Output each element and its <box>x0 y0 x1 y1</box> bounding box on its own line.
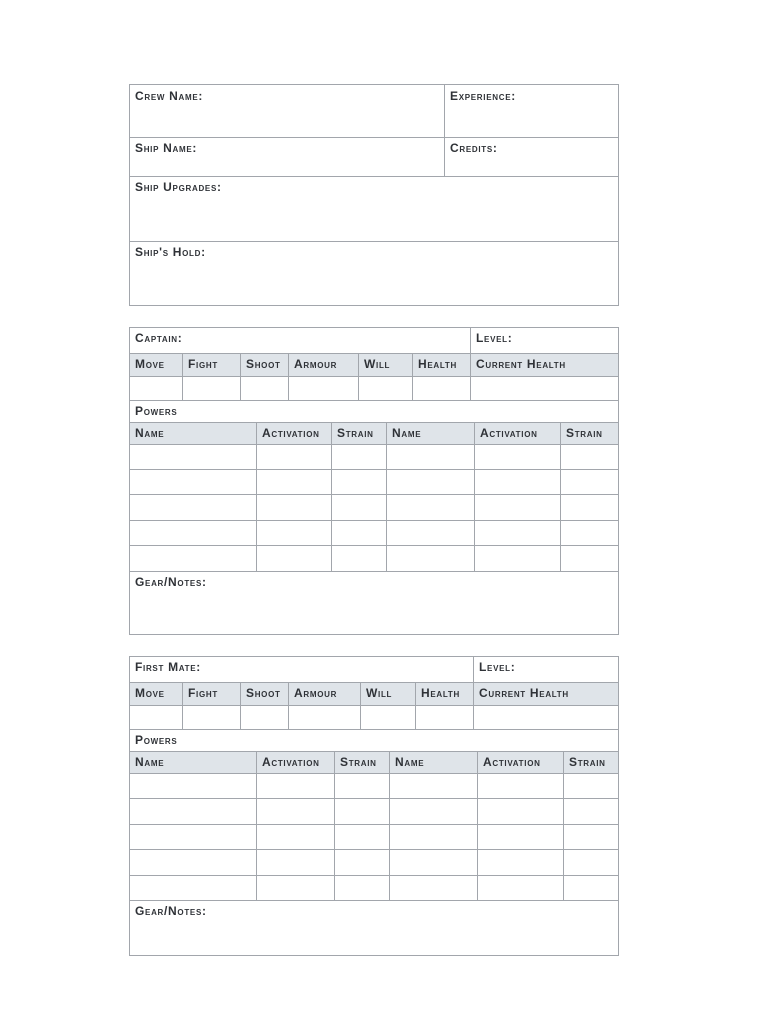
powers-header-row <box>130 751 618 773</box>
stats-header-row <box>130 682 618 705</box>
power-header-label: Strain <box>337 426 374 440</box>
power-name-cell[interactable] <box>130 799 256 824</box>
powers-heading <box>130 401 618 422</box>
captain-level-field[interactable] <box>470 328 618 353</box>
stat-header-label: Shoot <box>246 686 281 700</box>
power-name-cell[interactable] <box>386 495 474 520</box>
stat-value-shoot[interactable] <box>240 706 288 729</box>
stat-header-fight <box>182 354 240 376</box>
crew-name-label: Crew Name: <box>135 89 204 103</box>
stat-value-armour[interactable] <box>288 377 358 400</box>
power-activation-cell[interactable] <box>256 825 334 849</box>
stat-header-current-health <box>473 683 618 705</box>
first-mate-name-field[interactable] <box>130 657 473 682</box>
power-row <box>130 444 618 469</box>
stat-value-shoot[interactable] <box>240 377 288 400</box>
powers-label: Powers <box>135 404 178 418</box>
power-strain-cell[interactable] <box>331 445 386 469</box>
power-activation-cell[interactable] <box>477 774 563 798</box>
power-header-label: Strain <box>340 755 377 769</box>
power-strain-cell[interactable] <box>563 825 618 849</box>
stat-header-armour <box>288 354 358 376</box>
power-name-cell[interactable] <box>386 521 474 545</box>
power-header-strain-2 <box>560 423 618 444</box>
power-header-strain-2 <box>563 752 618 773</box>
power-name-cell[interactable] <box>130 470 256 494</box>
ships-hold-row <box>130 241 618 305</box>
stat-header-label: Move <box>135 357 165 371</box>
power-strain-cell[interactable] <box>334 774 389 798</box>
power-header-name <box>130 752 256 773</box>
powers-title-row <box>130 400 618 422</box>
power-activation-cell[interactable] <box>477 876 563 900</box>
experience-field[interactable] <box>444 85 618 137</box>
power-strain-cell[interactable] <box>334 876 389 900</box>
credits-label: Credits: <box>450 141 498 155</box>
power-strain-cell[interactable] <box>331 521 386 545</box>
powers-title-row <box>130 729 618 751</box>
power-activation-cell[interactable] <box>474 470 560 494</box>
power-row <box>130 798 618 824</box>
power-name-cell[interactable] <box>389 774 477 798</box>
ship-upgrades-row <box>130 176 618 241</box>
stat-value-health[interactable] <box>412 377 470 400</box>
power-header-name <box>130 423 256 444</box>
stat-header-label: Current Health <box>479 686 569 700</box>
stat-header-label: Health <box>418 357 457 371</box>
power-header-label: Name <box>395 755 425 769</box>
power-row <box>130 849 618 875</box>
stat-value-armour[interactable] <box>288 706 360 729</box>
power-header-name-2 <box>386 423 474 444</box>
stat-header-fight <box>182 683 240 705</box>
crew-panel <box>129 84 619 306</box>
stat-value-current-health[interactable] <box>470 377 618 400</box>
ship-upgrades-label: Ship Upgrades: <box>135 180 222 194</box>
captain-label: Captain: <box>135 331 183 345</box>
stat-header-current-health <box>470 354 618 376</box>
power-activation-cell[interactable] <box>477 850 563 875</box>
stat-header-health <box>415 683 473 705</box>
power-name-cell[interactable] <box>389 876 477 900</box>
crew-name-row <box>130 85 618 137</box>
first-mate-label: First Mate: <box>135 660 201 674</box>
stat-header-will <box>360 683 415 705</box>
power-name-cell[interactable] <box>389 850 477 875</box>
first-mate-panel <box>129 656 619 956</box>
power-strain-cell[interactable] <box>563 799 618 824</box>
power-row <box>130 494 618 520</box>
stat-header-label: Fight <box>188 357 218 371</box>
power-activation-cell[interactable] <box>474 445 560 469</box>
captain-name-field[interactable] <box>130 328 470 353</box>
stat-value-fight[interactable] <box>182 377 240 400</box>
power-header-activation-2 <box>474 423 560 444</box>
power-header-label: Strain <box>566 426 603 440</box>
gear-notes-label: Gear/Notes: <box>135 904 207 918</box>
stat-header-shoot <box>240 354 288 376</box>
power-header-strain <box>331 423 386 444</box>
power-strain-cell[interactable] <box>331 546 386 571</box>
power-header-activation <box>256 752 334 773</box>
stat-header-move <box>130 354 182 376</box>
power-activation-cell[interactable] <box>474 495 560 520</box>
power-strain-cell[interactable] <box>563 876 618 900</box>
stats-value-row <box>130 376 618 400</box>
power-activation-cell[interactable] <box>256 470 331 494</box>
stat-header-label: Fight <box>188 686 218 700</box>
power-activation-cell[interactable] <box>256 850 334 875</box>
power-name-cell[interactable] <box>130 876 256 900</box>
power-strain-cell[interactable] <box>560 470 618 494</box>
power-name-cell[interactable] <box>130 521 256 545</box>
ship-name-row <box>130 137 618 176</box>
gear-notes-label: Gear/Notes: <box>135 575 207 589</box>
captain-title-row <box>130 328 618 353</box>
stat-value-will[interactable] <box>360 706 415 729</box>
power-row <box>130 875 618 900</box>
power-name-cell[interactable] <box>130 825 256 849</box>
power-header-name-2 <box>389 752 477 773</box>
stat-header-armour <box>288 683 360 705</box>
power-header-activation-2 <box>477 752 563 773</box>
crew-name-field[interactable] <box>130 85 444 137</box>
stat-value-fight[interactable] <box>182 706 240 729</box>
stat-header-label: Current Health <box>476 357 566 371</box>
power-header-label: Name <box>392 426 422 440</box>
ship-name-field[interactable] <box>130 138 444 176</box>
power-name-cell[interactable] <box>130 546 256 571</box>
stat-header-move <box>130 683 182 705</box>
power-name-cell[interactable] <box>130 774 256 798</box>
stat-value-health[interactable] <box>415 706 473 729</box>
power-header-label: Activation <box>262 426 320 440</box>
power-name-cell[interactable] <box>389 825 477 849</box>
power-row <box>130 520 618 545</box>
power-row <box>130 469 618 494</box>
power-name-cell[interactable] <box>386 546 474 571</box>
power-activation-cell[interactable] <box>477 799 563 824</box>
stat-header-label: Shoot <box>246 357 281 371</box>
power-name-cell[interactable] <box>386 470 474 494</box>
power-name-cell[interactable] <box>389 799 477 824</box>
power-header-label: Activation <box>480 426 538 440</box>
power-activation-cell[interactable] <box>256 495 331 520</box>
gear-notes-field[interactable] <box>130 572 618 634</box>
power-activation-cell[interactable] <box>256 774 334 798</box>
power-activation-cell[interactable] <box>256 521 331 545</box>
gear-notes-row <box>130 571 618 634</box>
stat-header-label: Will <box>364 357 391 371</box>
stats-value-row <box>130 705 618 729</box>
power-strain-cell[interactable] <box>334 825 389 849</box>
stat-header-health <box>412 354 470 376</box>
power-name-cell[interactable] <box>130 495 256 520</box>
power-strain-cell[interactable] <box>331 495 386 520</box>
power-activation-cell[interactable] <box>256 799 334 824</box>
power-row <box>130 773 618 798</box>
level-label: Level: <box>479 660 516 674</box>
power-strain-cell[interactable] <box>334 799 389 824</box>
stat-header-label: Armour <box>294 686 338 700</box>
power-activation-cell[interactable] <box>256 445 331 469</box>
power-header-activation <box>256 423 331 444</box>
powers-label: Powers <box>135 733 178 747</box>
stat-header-label: Health <box>421 686 460 700</box>
stat-header-label: Move <box>135 686 165 700</box>
ships-hold-label: Ship's Hold: <box>135 245 206 259</box>
powers-heading <box>130 730 618 751</box>
captain-panel <box>129 327 619 635</box>
stat-header-will <box>358 354 412 376</box>
stat-header-shoot <box>240 683 288 705</box>
power-strain-cell[interactable] <box>560 445 618 469</box>
power-activation-cell[interactable] <box>474 546 560 571</box>
power-header-label: Activation <box>483 755 541 769</box>
gear-notes-field[interactable] <box>130 901 618 955</box>
stat-value-move[interactable] <box>130 706 182 729</box>
power-strain-cell[interactable] <box>563 774 618 798</box>
first-mate-level-field[interactable] <box>473 657 618 682</box>
power-header-label: Name <box>135 426 165 440</box>
power-row <box>130 545 618 571</box>
stats-header-row <box>130 353 618 376</box>
level-label: Level: <box>476 331 513 345</box>
power-strain-cell[interactable] <box>560 546 618 571</box>
power-name-cell[interactable] <box>130 850 256 875</box>
power-header-label: Strain <box>569 755 606 769</box>
ship-name-label: Ship Name: <box>135 141 198 155</box>
ship-upgrades-field[interactable] <box>130 177 618 241</box>
stat-header-label: Will <box>366 686 393 700</box>
power-strain-cell[interactable] <box>560 495 618 520</box>
credits-field[interactable] <box>444 138 618 176</box>
power-activation-cell[interactable] <box>477 825 563 849</box>
power-name-cell[interactable] <box>386 445 474 469</box>
power-header-label: Activation <box>262 755 320 769</box>
experience-label: Experience: <box>450 89 516 103</box>
stat-value-move[interactable] <box>130 377 182 400</box>
power-strain-cell[interactable] <box>331 470 386 494</box>
power-strain-cell[interactable] <box>334 850 389 875</box>
power-header-strain <box>334 752 389 773</box>
power-name-cell[interactable] <box>130 445 256 469</box>
stat-value-current-health[interactable] <box>473 706 618 729</box>
stat-header-label: Armour <box>294 357 338 371</box>
power-activation-cell[interactable] <box>474 521 560 545</box>
power-activation-cell[interactable] <box>256 546 331 571</box>
power-strain-cell[interactable] <box>560 521 618 545</box>
power-row <box>130 824 618 849</box>
power-activation-cell[interactable] <box>256 876 334 900</box>
gear-notes-row <box>130 900 618 955</box>
stat-value-will[interactable] <box>358 377 412 400</box>
powers-header-row <box>130 422 618 444</box>
power-strain-cell[interactable] <box>563 850 618 875</box>
first-mate-title-row <box>130 657 618 682</box>
power-header-label: Name <box>135 755 165 769</box>
ships-hold-field[interactable] <box>130 242 618 305</box>
